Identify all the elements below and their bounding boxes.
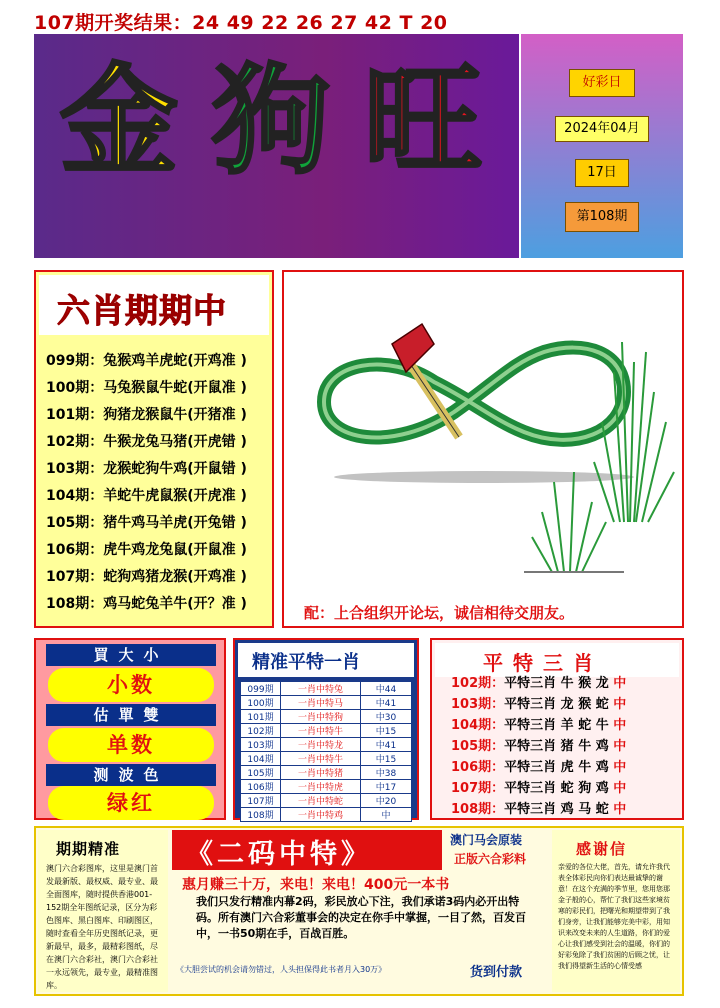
issue-cell: 102期 <box>241 724 281 738</box>
flat-three-hit: 中 <box>613 781 627 796</box>
six-zodiac-row: 100期：马兔猴鼠牛蛇(开鼠准 ) <box>46 380 247 396</box>
table-row <box>241 808 412 822</box>
result-cell: 中44 <box>361 682 412 696</box>
table-row <box>241 696 412 710</box>
table-row <box>241 738 412 752</box>
date-month: 2024年04月 <box>555 116 649 142</box>
precise-flat-title-box <box>238 643 414 677</box>
flat-three-hit: 中 <box>613 739 627 754</box>
desc-cell: 一肖中特鸡 <box>281 808 361 822</box>
two-code-title: 《二码中特》 <box>186 839 372 870</box>
desc-cell: 一肖中特狗 <box>281 710 361 724</box>
flat-three-row <box>451 798 626 817</box>
flat-three-row <box>451 735 626 754</box>
two-code-body: 我们只发行精准内幕2码，彩民放心下注，我们承诺3码内必开出特码。所有澳门六合彩董事会的决定在你手中掌握，一目了然，百发百中，一书50期在手，百战百胜。 <box>196 895 526 940</box>
six-zodiac-row: 103期：龙猴蛇狗牛鸡(开鼠错 ) <box>46 461 247 477</box>
table-row <box>241 780 412 794</box>
flat-three-hit: 中 <box>613 676 627 691</box>
flat-three-issue: 108期： <box>451 802 505 817</box>
flat-three-row <box>451 693 626 712</box>
big-small-panel <box>34 638 226 820</box>
six-zodiac-title: 六肖期期中 <box>57 291 227 330</box>
desc-cell: 一肖中特蛇 <box>281 794 361 808</box>
issue-cell: 101期 <box>241 710 281 724</box>
title-banner <box>34 34 519 258</box>
result-cell: 中 <box>361 808 412 822</box>
result-cell: 中30 <box>361 710 412 724</box>
odd-even-label: 估單雙 <box>46 704 216 726</box>
flat-three-issue: 105期： <box>451 739 505 754</box>
result-cell: 中15 <box>361 752 412 766</box>
two-code-title-box <box>172 830 442 870</box>
six-zodiac-row: 106期：虎牛鸡龙兔鼠(开鼠准 ) <box>46 542 247 558</box>
desc-cell: 一肖中特猪 <box>281 766 361 780</box>
issue-cell: 108期 <box>241 808 281 822</box>
lucky-day-label: 好彩日 <box>569 69 635 97</box>
six-zodiac-row: 099期：兔猴鸡羊虎蛇(开鸡准 ) <box>46 353 247 369</box>
table-row <box>241 794 412 808</box>
thanks-title: 感谢信 <box>576 840 628 858</box>
odd-even-value: 单数 <box>48 728 214 762</box>
result-cell: 中38 <box>361 766 412 780</box>
desc-cell: 一肖中特龙 <box>281 738 361 752</box>
promo-line: 惠月赚三十万，来电！来电！400元一本书 <box>182 877 450 893</box>
result-cell: 中41 <box>361 696 412 710</box>
issue-cell: 105期 <box>241 766 281 780</box>
issue-cell: 106期 <box>241 780 281 794</box>
big-small-value: 小数 <box>48 668 214 702</box>
wave-colour-value: 绿红 <box>48 786 214 820</box>
six-zodiac-row: 102期：牛猴龙兔马猪(开虎错 ) <box>46 434 247 450</box>
infinity-grass-illustration <box>284 272 682 592</box>
desc-cell: 一肖中特牛 <box>281 752 361 766</box>
result-cell: 中20 <box>361 794 412 808</box>
flat-three-issue: 104期： <box>451 718 505 733</box>
flat-three-text: 平特三肖 龙 猴 蛇 <box>504 697 614 712</box>
footnote-line: 《大胆尝试的机会请勿错过，人头担保得此书者月入30万》 <box>176 965 387 974</box>
issue-cell: 099期 <box>241 682 281 696</box>
precise-flat-title: 精准平特一肖 <box>252 652 360 673</box>
flat-three-hit: 中 <box>613 802 627 817</box>
flat-three-hit: 中 <box>613 718 627 733</box>
six-zodiac-row: 104期：羊蛇牛虎鼠猴(开虎准 ) <box>46 488 247 504</box>
precise-flat-panel <box>233 638 419 820</box>
picture-caption: 配：上合组织开论坛，诚信相待交朋友。 <box>304 604 575 622</box>
flat-three-row <box>451 777 626 796</box>
thanks-column <box>552 830 680 992</box>
issue-cell: 103期 <box>241 738 281 752</box>
issue-number: 第108期 <box>565 202 639 232</box>
desc-cell: 一肖中特兔 <box>281 682 361 696</box>
flat-three-text: 平特三肖 蛇 狗 鸡 <box>504 781 614 796</box>
flat-three-issue: 106期： <box>451 760 505 775</box>
big-small-label: 買大小 <box>46 644 216 666</box>
title-char-prosper: 旺 <box>364 52 483 190</box>
issue-cell: 104期 <box>241 752 281 766</box>
flat-three-title: 平特三肖 <box>483 651 603 675</box>
six-zodiac-row: 107期：蛇狗鸡猪龙猴(开鸡准 ) <box>46 569 247 585</box>
flat-three-panel <box>430 638 684 820</box>
accuracy-text: 澳门六合彩图库，这里是澳门首发最新版、最权威、最专业、最全面图库，随时提供香港001-152期全年图纸记录，区分为彩色图库、黑白图库、印刷图区，随时查看全年历史图纸记录，更新最早，最多，最精彩图纸，尽在澳门六合彩社，澳门六合彩社一永远领先，最专业，最精准图库。 <box>46 864 158 990</box>
bottom-ad-panel <box>34 826 684 996</box>
table-row <box>241 752 412 766</box>
flat-three-text: 平特三肖 虎 牛 鸡 <box>504 760 614 775</box>
result-cell: 中41 <box>361 738 412 752</box>
title-char-gold: 金 <box>60 52 179 190</box>
six-zodiac-row: 105期：猪牛鸡马羊虎(开兔错 ) <box>46 515 247 531</box>
table-row <box>241 710 412 724</box>
flat-three-row <box>451 756 626 775</box>
flat-three-text: 平特三肖 羊 蛇 牛 <box>504 718 614 733</box>
flat-three-text: 平特三肖 猪 牛 鸡 <box>504 739 614 754</box>
date-panel <box>521 34 683 258</box>
result-cell: 中15 <box>361 724 412 738</box>
result-cell: 中17 <box>361 780 412 794</box>
accuracy-column <box>38 830 168 992</box>
lottery-result-line: 107期开奖结果：24 49 22 26 27 42 T 20 <box>34 12 448 34</box>
flat-three-row <box>451 672 626 691</box>
flat-three-row <box>451 714 626 733</box>
six-zodiac-row: 108期：鸡马蛇兔羊牛(开？准 ) <box>46 596 247 612</box>
flat-three-text: 平特三肖 鸡 马 蛇 <box>504 802 614 817</box>
desc-cell: 一肖中特虎 <box>281 780 361 794</box>
issue-cell: 107期 <box>241 794 281 808</box>
six-zodiac-panel <box>34 270 274 628</box>
flat-three-issue: 107期： <box>451 781 505 796</box>
flat-three-hit: 中 <box>613 760 627 775</box>
precise-flat-table <box>240 681 412 822</box>
table-row <box>241 724 412 738</box>
desc-cell: 一肖中特马 <box>281 696 361 710</box>
flat-three-hit: 中 <box>613 697 627 712</box>
cash-on-delivery-label: 货到付款 <box>470 965 523 980</box>
six-zodiac-title-box <box>39 275 269 335</box>
six-zodiac-row: 101期：狗猪龙猴鼠牛(开猪准 ) <box>46 407 247 423</box>
wave-colour-label: 测波色 <box>46 764 216 786</box>
table-row <box>241 766 412 780</box>
riddle-picture-panel <box>282 270 684 628</box>
two-code-column <box>172 830 548 992</box>
desc-cell: 一肖中特牛 <box>281 724 361 738</box>
flat-three-text: 平特三肖 牛 猴 龙 <box>504 676 614 691</box>
source-label-secondary: 正版六合彩料 <box>454 852 527 866</box>
flat-three-issue: 102期： <box>451 676 505 691</box>
thanks-text: 亲爱的各位大佬，首先，请允许我代表全体彩民向你们表达最诚挚的谢意！在这个充满的季节里，您用您那金子般的心，帮忙了我们这些家境贫寒的彩民们，把曙光和期望带到了我们身旁，让我们能够完美中彩，用知识来改变未来的人生道路，你们的爱心让我们感受到社会的温暖，你们的好彩兔除了我们贫困的后顾之忧，让我们得望新生活的心情受感 <box>558 863 670 970</box>
table-row <box>241 682 412 696</box>
source-label: 澳门马会原装 <box>450 833 523 847</box>
title-char-dog: 狗 <box>212 52 331 190</box>
date-day: 17日 <box>575 159 629 187</box>
flat-three-issue: 103期： <box>451 697 505 712</box>
issue-cell: 100期 <box>241 696 281 710</box>
accuracy-title: 期期精准 <box>56 840 121 858</box>
